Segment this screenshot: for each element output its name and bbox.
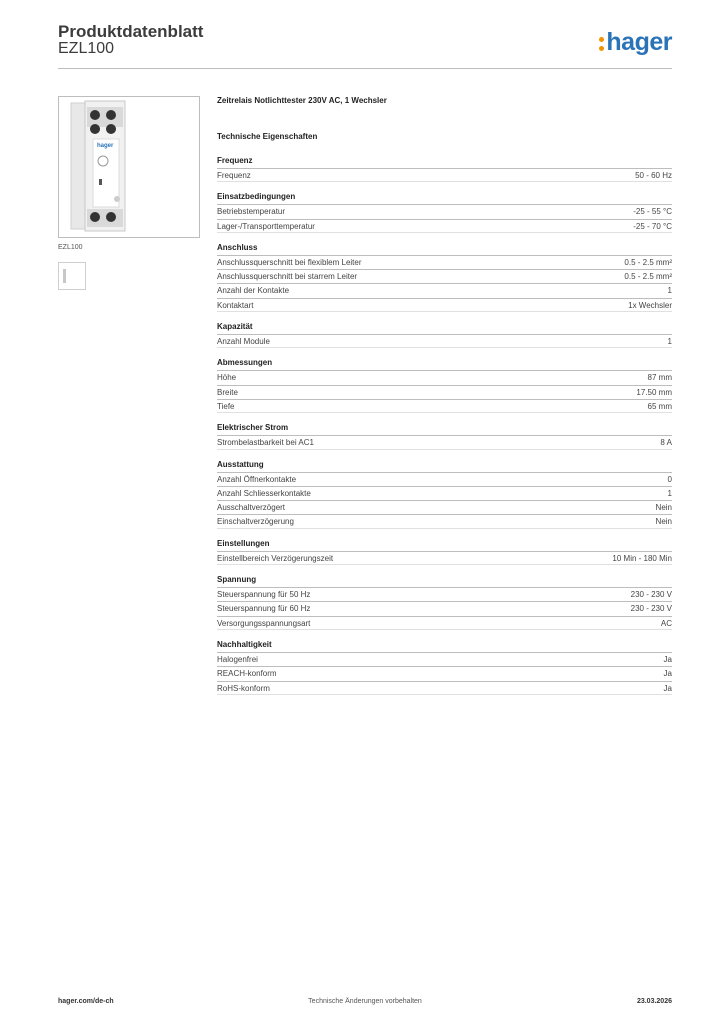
spec-group xyxy=(217,421,672,449)
spec-row xyxy=(217,500,672,514)
spec-value: 230 - 230 V xyxy=(630,604,672,614)
product-code: EZL100 xyxy=(58,40,115,57)
spec-group-title: Abmessungen xyxy=(217,358,273,368)
spec-value: 50 - 60 Hz xyxy=(635,171,672,180)
section-title: Technische Eigenschaften xyxy=(217,132,318,141)
spec-label: Betriebstemperatur xyxy=(217,207,286,217)
image-thumbnail[interactable] xyxy=(58,262,86,290)
spec-row xyxy=(217,666,672,680)
spec-row xyxy=(217,168,672,182)
spec-group-title: Elektrischer Strom xyxy=(217,423,289,433)
spec-value: AC xyxy=(660,618,672,628)
spec-value: 1 xyxy=(667,488,672,498)
spec-value: Ja xyxy=(663,669,672,679)
spec-label: Anschlussquerschnitt bei starrem Leiter xyxy=(217,272,358,282)
spec-label: Breite xyxy=(217,387,238,397)
spec-group-title: Anschluss xyxy=(217,242,258,252)
spec-content xyxy=(217,94,672,703)
spec-row xyxy=(217,681,672,695)
logo-text: hager xyxy=(606,28,672,56)
spec-row xyxy=(217,486,672,500)
spec-group xyxy=(217,537,672,565)
image-caption: EZL100 xyxy=(58,244,83,251)
spec-group xyxy=(217,241,672,312)
thumbnail-mark-icon xyxy=(63,269,66,283)
spec-row xyxy=(217,399,672,413)
spec-value: 0.5 - 2.5 mm² xyxy=(624,257,672,267)
spec-label: Frequenz xyxy=(217,171,251,180)
spec-group xyxy=(217,638,672,695)
spec-group-title: Ausstattung xyxy=(217,459,264,469)
spec-label: Einschaltverzögerung xyxy=(217,517,294,527)
spec-value: 87 mm xyxy=(647,373,672,383)
spec-label: Steuerspannung für 60 Hz xyxy=(217,604,311,614)
spec-value: 65 mm xyxy=(647,401,672,411)
spec-label: Anzahl der Kontakte xyxy=(217,286,290,296)
spec-label: Halogenfrei xyxy=(217,654,258,664)
spec-label: Versorgungsspannungsart xyxy=(217,618,311,628)
document-title: Produktdatenblatt xyxy=(58,22,204,41)
product-title: Zeitrelais Notlichttester 230V AC, 1 Wechsler xyxy=(217,96,387,105)
footer-date: 23.03.2026 xyxy=(636,998,672,1005)
footer-note: Technische Änderungen vorbehalten xyxy=(308,998,422,1005)
spec-label: Strombelastbarkeit bei AC1 xyxy=(217,438,314,448)
spec-label: Anzahl Öffnerkontakte xyxy=(217,474,297,484)
spec-row xyxy=(217,219,672,233)
spec-row xyxy=(217,283,672,297)
spec-value: Ja xyxy=(663,654,672,664)
spec-group-title: Einsatzbedingungen xyxy=(217,192,296,202)
spec-label: Anschlussquerschnitt bei flexiblem Leiter xyxy=(217,257,362,267)
spec-label: Höhe xyxy=(217,373,237,383)
spec-group-title: Spannung xyxy=(217,575,257,585)
spec-row xyxy=(217,255,672,269)
spec-row xyxy=(217,601,672,615)
logo-dots-icon xyxy=(599,35,604,51)
spec-row xyxy=(217,298,672,312)
spec-row xyxy=(217,385,672,399)
spec-value: 1x Wechsler xyxy=(628,300,672,310)
spec-group xyxy=(217,190,672,233)
spec-value: -25 - 55 °C xyxy=(633,207,672,217)
spec-group xyxy=(217,573,672,630)
spec-groups xyxy=(217,154,672,695)
spec-row xyxy=(217,472,672,486)
spec-label: Lager-/Transporttemperatur xyxy=(217,221,315,231)
hager-logo xyxy=(599,28,672,57)
product-image xyxy=(58,96,200,238)
spec-label: REACH-konform xyxy=(217,669,277,679)
spec-value: 17.50 mm xyxy=(636,387,672,397)
spec-label: RoHS-konform xyxy=(217,683,270,693)
spec-group-title: Einstellungen xyxy=(217,538,270,548)
spec-label: Anzahl Module xyxy=(217,337,270,347)
spec-row xyxy=(217,551,672,565)
spec-value: Nein xyxy=(655,517,672,527)
spec-label: Steuerspannung für 50 Hz xyxy=(217,590,311,600)
spec-label: Einstellbereich Verzögerungszeit xyxy=(217,553,334,563)
spec-row xyxy=(217,616,672,630)
spec-value: 0 xyxy=(667,474,672,484)
device-brand-text: hager xyxy=(97,143,114,149)
spec-value: -25 - 70 °C xyxy=(633,221,672,231)
spec-row xyxy=(217,652,672,666)
spec-label: Tiefe xyxy=(217,401,235,411)
spec-row xyxy=(217,334,672,348)
spec-group-title: Frequenz xyxy=(217,156,253,165)
spec-label: Kontaktart xyxy=(217,300,254,310)
spec-value: 8 A xyxy=(660,438,672,448)
page-header xyxy=(58,20,672,69)
spec-row xyxy=(217,269,672,283)
spec-value: Nein xyxy=(655,503,672,513)
spec-label: Ausschaltverzögert xyxy=(217,503,286,513)
spec-value: 1 xyxy=(667,337,672,347)
spec-group xyxy=(217,356,672,413)
spec-group xyxy=(217,154,672,182)
spec-group xyxy=(217,458,672,529)
spec-value: 1 xyxy=(667,286,672,296)
spec-group-title: Kapazität xyxy=(217,322,253,332)
spec-row xyxy=(217,435,672,449)
spec-value: 230 - 230 V xyxy=(630,590,672,600)
spec-row xyxy=(217,204,672,218)
footer-website[interactable]: hager.com/de-ch xyxy=(58,998,114,1005)
spec-row xyxy=(217,370,672,384)
spec-value: 0.5 - 2.5 mm² xyxy=(624,272,672,282)
relay-device-icon xyxy=(59,97,199,237)
spec-group xyxy=(217,320,672,348)
spec-group-title: Nachhaltigkeit xyxy=(217,639,272,649)
spec-value: Ja xyxy=(663,683,672,693)
spec-label: Anzahl Schliesserkontakte xyxy=(217,488,311,498)
spec-value: 10 Min - 180 Min xyxy=(612,553,672,563)
spec-row xyxy=(217,514,672,528)
spec-row xyxy=(217,587,672,601)
